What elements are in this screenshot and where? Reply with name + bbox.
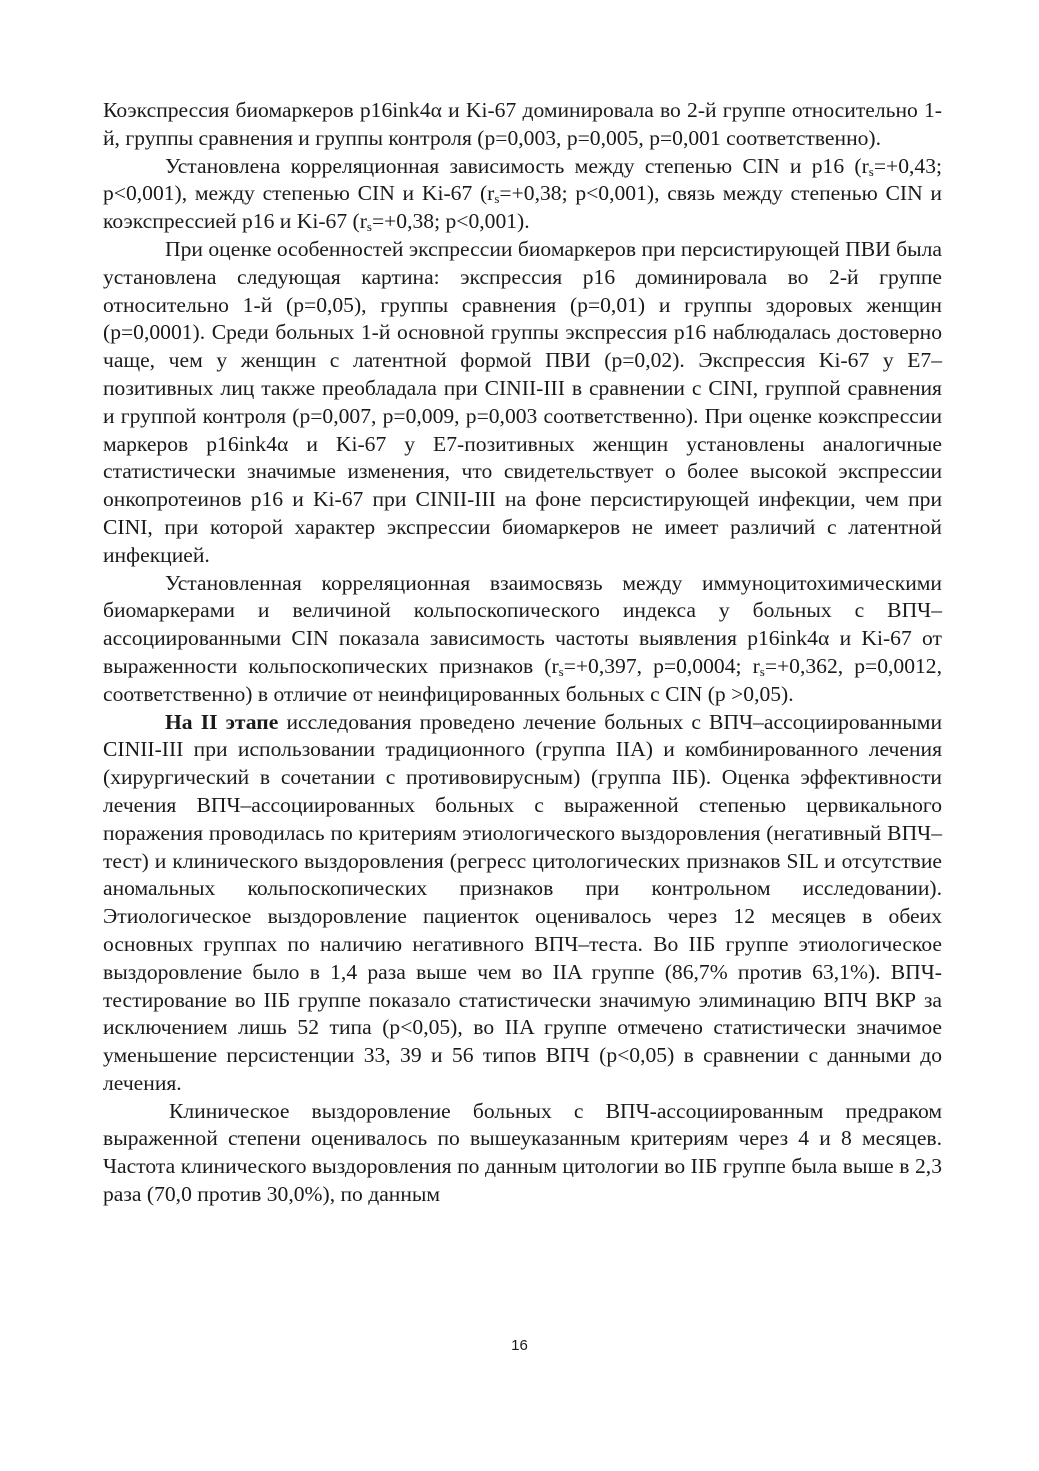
paragraph-coexpression: Коэкспрессия биомаркеров p16ink4α и Ki-67 доминировала во 2-й группе относительно 1-й, группы сравнения и группы контроля (р=0,003, р=0,005, р=0,001 соответственно).	[103, 98, 942, 150]
page-number: 16	[511, 1337, 528, 1354]
paragraph-clinical-recovery: Клиническое выздоровление больных с ВПЧ-ассоциированным предраком выраженной степени оценивалось по вышеуказанным критериям через 4 и 8 месяцев. Частота клинического выздоровления по данным цитологии во IIБ группе была выше в 2,3 раза (70,0 против 30,0%), по данным	[103, 1098, 942, 1207]
paragraph-stage-two: На II этапе исследования проведено лечение больных с ВПЧ–ассоциированными CINII-III при использовании традиционного (группа IIA) и комбинированного лечения (хирургический в сочетании с противовирусным) (группа IIБ). Оценка эффективности лечения ВПЧ–ассоциированных больных с выраженной степенью цервикального поражения проводилась по критериям этиологического выздоровления (негативный ВПЧ–тест) и клинического выздоровления (регресс цитологических признаков SIL и отсутствие аномальных кольпоскопических признаков при контрольном исследовании). Этиологическое выздоровление пациенток оценивалось через 12 месяцев в обеих основных группах по наличию негативного ВПЧ–теста. Во IIБ группе этиологическое выздоровление было в 1,4 раза выше чем во IIA группе (86,7% против 63,1%). ВПЧ-тестирование во IIБ группе показало статистически значимую элиминацию ВПЧ ВКР за исключением лишь 52 типа (p<0,05), во IIA группе отмечено статистически значимое уменьшение персистенции 33, 39 и 56 типов ВПЧ (p<0,05) в сравнении с данными до лечения.	[103, 709, 943, 1095]
body-text	[103, 97, 942, 1209]
stage-heading: На II этапе	[165, 709, 279, 734]
paragraph-colposcopic-index: Установленная корреляционная взаимосвязь между иммуноцитохимическими биомаркерами и величиной кольпоскопического индекса у больных с ВПЧ–ассоциированными CIN показала зависимость частоты выявления p16ink4α и Ki-67 от выраженности кольпоскопических признаков ($r_s=+0,397$, p=0,0004; $r_s=+0,362$, p=0,0012, соответственно) в отличие от неинфицированных больных с CIN (p >0,05).	[103, 570, 942, 706]
paragraph-persistent-infection: При оценке особенностей экспрессии биомаркеров при персистирующей ПВИ была установлена следующая картина: экспрессия p16 доминировала во 2-й группе относительно 1-й (р=0,05), группы сравнения (р=0,01) и группы здоровых женщин (р=0,0001). Среди больных 1-й основной группы экспрессия p16 наблюдалась достоверно чаще, чем у женщин с латентной формой ПВИ (р=0,02). Экспрессия Ki-67 у Е7–позитивных лиц также преобладала при CINII-III в сравнении с CINI, группой сравнения и группой контроля (р=0,007, р=0,009, р=0,003 соответственно). При оценке коэкспрессии маркеров p16ink4α и Ki-67 у Е7-позитивных женщин установлены аналогичные статистически значимые изменения, что свидетельствует о более высокой экспрессии онкопротеинов p16 и Ki-67 при CINII-III на фоне персистирующей инфекции, чем при CINI, при которой характер экспрессии биомаркеров не имеет различий с латентной инфекцией.	[103, 236, 942, 567]
paragraph-correlation-cin: Установлена корреляционная зависимость между степенью CIN и p16 ($r_s=+0,43$; p<0,001), между степенью CIN и Ki-67 ($r_s=+0,38$; p<0,001), связь между степенью CIN и коэкспрессией p16 и Ki-67 ($r_s=+0,38$; p<0,001).	[103, 153, 942, 235]
